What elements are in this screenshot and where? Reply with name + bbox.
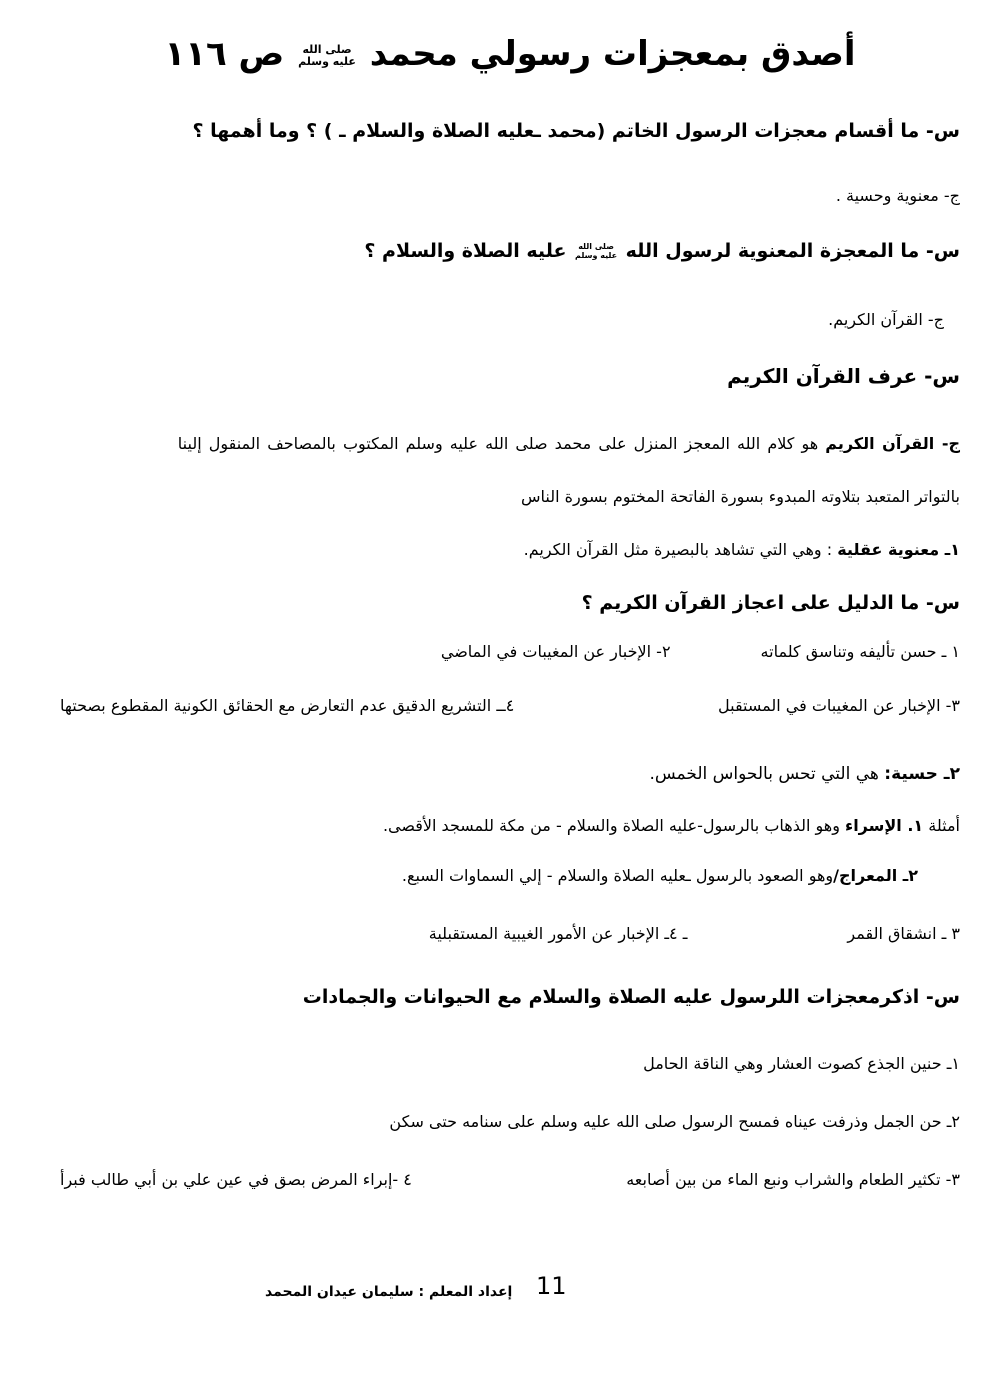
pbuh-calligraphy-mark: صلى الله عليه وسلم bbox=[575, 242, 618, 260]
text-segment: أمثلة bbox=[923, 816, 960, 835]
text-segment: ص ١١٦ bbox=[164, 34, 297, 74]
text-segment: ١. الإسراء bbox=[845, 816, 924, 835]
pbuh-calligraphy-mark: صلى الله عليه وسلم bbox=[298, 42, 356, 68]
question-animal-miracles: س- اذكرمعجزات اللرسول عليه الصلاة والسلام مع الحيوانات والجمادات bbox=[302, 986, 960, 1008]
text-segment: : وهي التي تشاهد بالبصيرة مثل القرآن الكريم. bbox=[523, 540, 838, 559]
evidence-item-2: ٢- الإخبار عن المغيبات في الماضي bbox=[440, 642, 671, 661]
answer-miracle-types: ج- معنوية وحسية . bbox=[835, 186, 960, 205]
example-moon-split: ٣ ـ انشقاق القمر bbox=[847, 924, 960, 943]
example-isra bbox=[60, 816, 960, 835]
page-footer bbox=[60, 1272, 960, 1318]
evidence-row-1 bbox=[60, 642, 960, 661]
text-segment: وهو الصعود بالرسول ـعليه الصلاة والسلام - إلي السماوات السبع. bbox=[401, 866, 834, 885]
text-segment: هي التي تحس بالحواس الخمس. bbox=[649, 764, 885, 784]
evidence-item-1: ١ ـ حسن تأليفه وتناسق كلماته bbox=[760, 642, 960, 661]
text-segment: ج- القرآن الكريم bbox=[825, 434, 960, 453]
question-moral-miracle bbox=[60, 240, 960, 262]
miracle-item-2: ٢ـ حن الجمل وذرفت عيناه فمسح الرسول صلى الله عليه وسلم على سنامه حتى سكن bbox=[389, 1112, 960, 1131]
miracle-row bbox=[60, 1170, 960, 1189]
question-miracle-types: س- ما أقسام معجزات الرسول الخاتم (محمد ـعليه الصلاة والسلام ـ ) ؟ وما أهمها ؟ bbox=[192, 120, 960, 142]
answer-moral-miracle: ج- القرآن الكريم. bbox=[828, 310, 944, 329]
evidence-item-3: ٣- الإخبار عن المغيبات في المستقبل bbox=[718, 696, 960, 715]
text-segment: أصدق بمعجزات رسولي محمد bbox=[357, 34, 856, 74]
text-segment: هو كلام الله المعجز المنزل على محمد صلى الله عليه وسلم المكتوب بالمصاحف المنقول إلينا bbox=[177, 434, 826, 453]
example-row bbox=[60, 924, 960, 943]
mental-miracle-item bbox=[60, 540, 960, 559]
text-segment: وهو الذهاب بالرسول-عليه الصلاة والسلام - من مكة للمسجد الأقصى. bbox=[382, 816, 846, 835]
miracle-item-1: ١ـ حنين الجذع كصوت العشار وهي الناقة الحامل bbox=[643, 1054, 960, 1073]
question-define-quran: س- عرف القرآن الكريم bbox=[727, 364, 960, 388]
prepared-by-label: إعداد المعلم : سليمان عيدان المحمد bbox=[265, 1284, 513, 1300]
text-segment: ١ـ معنوية عقلية bbox=[837, 540, 960, 559]
text-segment: س- ما المعجزة المعنوية لرسول الله bbox=[619, 240, 960, 262]
miracle-item-3: ٣- تكثير الطعام والشراب ونبع الماء من بين أصابعه bbox=[626, 1170, 960, 1189]
quran-definition-line2: بالتواتر المتعبد بتلاوته المبدوء بسورة الفاتحة المختوم بسورة الناس bbox=[521, 487, 960, 506]
text-segment: عليه الصلاة والسلام ؟ bbox=[364, 240, 574, 262]
miracle-item-4: ٤ -إبراء المرض بصق في عين علي بن أبي طالب فبرأ bbox=[60, 1170, 412, 1189]
sensory-miracle-item bbox=[60, 764, 960, 784]
question-quran-evidence: س- ما الدليل على اعجاز القرآن الكريم ؟ bbox=[581, 592, 960, 614]
page-number: 11 bbox=[536, 1272, 567, 1300]
example-unseen-news: ـ ٤ـ الإخبار عن الأمور الغيبية المستقبلية bbox=[428, 924, 688, 943]
page-title bbox=[60, 34, 960, 74]
evidence-row-2 bbox=[60, 696, 960, 715]
text-segment: ٢ـ المعراج/ bbox=[833, 866, 918, 885]
example-miraj bbox=[60, 866, 960, 885]
text-segment: ٢ـ حسية: bbox=[884, 764, 960, 784]
evidence-item-4: ٤ــ التشريع الدقيق عدم التعارض مع الحقائق الكونية المقطوع بصحتها bbox=[60, 696, 515, 715]
quran-definition-line1 bbox=[60, 434, 960, 453]
